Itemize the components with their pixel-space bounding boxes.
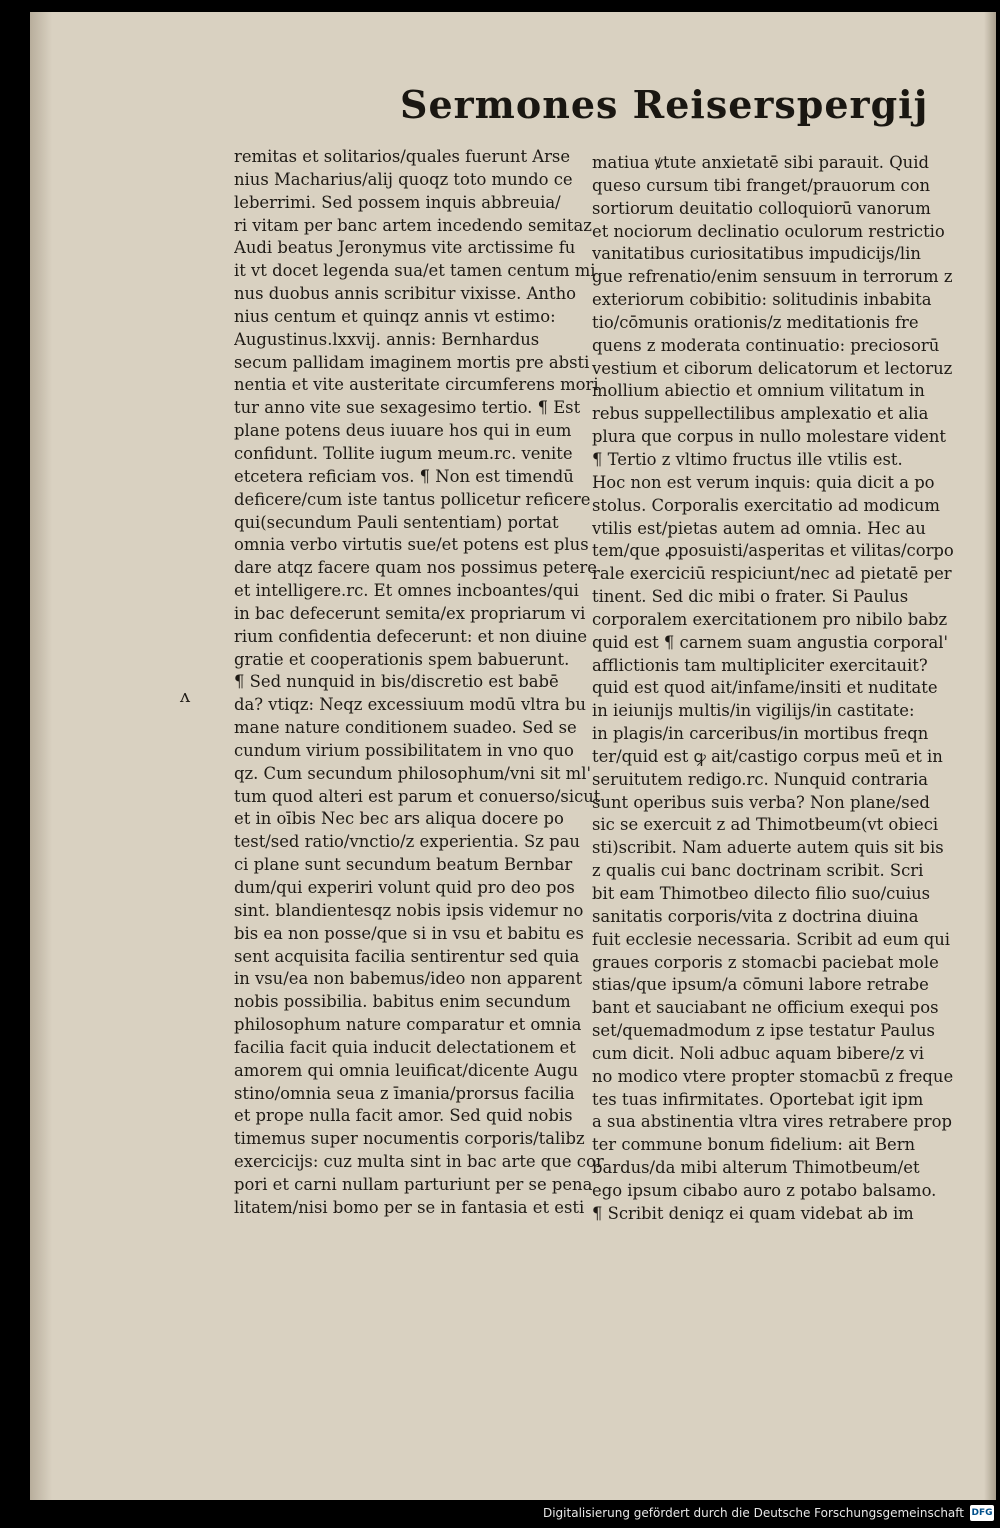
text-line: in plagis/in carceribus/in mortibus freqn [592,724,929,744]
text-line: tio/cōmunis orationis/z meditationis fre [592,312,919,332]
funding-credit: Digitalisierung gefördert durch die Deutsche Forschungsgemeinschaft [542,1506,964,1520]
text-line: stias/que ipsum/a cōmuni labore retrabe [592,975,929,995]
left-text-column [234,146,604,1220]
text-line: gue refrenatio/enim sensuum in terrorum z [592,267,953,287]
text-line: da? vtiqz: Neqz excessiuum modū vltra bu [234,695,586,715]
text-line: sent acquisita facilia sentirentur sed quia [234,946,580,966]
text-line: sanitatis corporis/vita z doctrina diuina [592,906,919,926]
text-line: Hoc non est verum inquis: quia dicit a po [592,472,935,492]
text-line: litatem/nisi bomo per se in fantasia et esti [234,1197,585,1217]
text-line: ego ipsum cibabo auro z potabo balsamo. [592,1180,937,1200]
text-line: quid est ¶ carnem suam angustia corporal' [592,632,949,652]
text-line: nius Macharius/alij quoqz toto mundo ce [234,169,573,189]
text-line: deficere/cum iste tantus pollicetur reficere [234,489,591,509]
dfg-logo-icon[interactable]: DFG [970,1505,994,1521]
text-line: amorem qui omnia leuificat/dicente Augu [234,1060,579,1080]
text-line: tinent. Sed dic mibi o frater. Si Paulus [592,587,909,607]
text-line: qui(secundum Pauli sententiam) portat [234,512,559,532]
text-line: ci plane sunt secundum beatum Bernbar [234,855,573,875]
running-head: Sermones Reiserspergij [400,82,929,127]
text-line: tur anno vite sue sexagesimo tertio. ¶ Est [234,398,581,418]
text-line: fuit ecclesie necessaria. Scribit ad eum qui [592,929,951,949]
digitization-footer [0,1500,1000,1528]
text-line: sint. blandientesqz nobis ipsis videmur no [234,900,584,920]
text-line: leberrimi. Sed possem inquis abbreuia/ [234,192,561,212]
text-line: timemus super nocumentis corporis/talibz [234,1129,585,1149]
text-line: confidunt. Tollite iugum meum.rc. venite [234,443,573,463]
text-line: et in oībis Nec bec ars aliqua docere po [234,809,564,829]
text-line: sti)scribit. Nam aduerte autem quis sit bis [592,838,944,858]
text-line: vanitatibus curiositatibus impudicijs/lin [592,244,921,264]
text-line: ter commune bonum fidelium: ait Bern [592,1135,916,1155]
text-line: remitas et solitarios/quales fuerunt Arse [234,147,571,166]
text-line: graues corporis z stomacbi paciebat mole [592,952,939,972]
text-line: ri vitam per banc artem incedendo semitaz [234,215,592,235]
text-line: nentia et vite austeritate circumferens mori [234,375,599,395]
text-line: plura que corpus in nullo molestare vident [592,427,947,447]
text-line: nus duobus annis scribitur vixisse. Antho [234,284,576,304]
text-line: philosophum nature comparatur et omnia [234,1015,582,1035]
text-line: rium confidentia defecerunt: et non diuine [234,626,588,646]
text-line: queso cursum tibi franget/prauorum con [592,175,931,195]
text-line: exteriorum cobibitio: solitudinis inbabita [592,290,932,310]
book-page [30,12,996,1500]
text-line: nobis possibilia. babitus enim secundum [234,992,571,1012]
text-line: a sua abstinentia vltra vires retrabere prop [592,1112,952,1132]
text-line: etcetera reficiam vos. ¶ Non est timendū [234,466,574,486]
text-line: set/quemadmodum z ipse testatur Paulus [592,1021,935,1041]
text-line: it vt docet legenda sua/et tamen centum mi [234,261,596,281]
text-line: in ieiunijs multis/in vigilijs/in castitate: [592,701,915,721]
text-line: plane potens deus iuuare hos qui in eum [234,421,572,441]
text-line: dum/qui experiri volunt quid pro deo pos [234,878,575,897]
text-line: cundum virium possibilitatem in vno quo [234,740,574,760]
text-line: bit eam Thimotbeo dilecto filio suo/cuius [592,884,931,903]
text-line: stolus. Corporalis exercitatio ad modicum [592,495,940,515]
text-line: vestium et ciborum delicatorum et lectoruz [592,358,953,378]
text-line: ¶ Tertio z vltimo fructus ille vtilis est. [592,449,903,469]
text-line: rebus suppellectilibus amplexatio et alia [592,404,929,424]
text-line: ¶ Scribit deniqz ei quam videbat ab im [592,1203,914,1223]
text-line: omnia verbo virtutis sue/et potens est plus [234,535,589,555]
text-line: tum quod alteri est parum et conuerso/sicut [234,786,601,806]
text-line: sic se exercuit z ad Thimotbeum(vt obieci [592,815,939,835]
text-line: et prope nulla facit amor. Sed quid nobis [234,1106,573,1126]
text-line: et intelligere.rc. Et omnes incboantes/qui [234,581,579,601]
text-line: exercicijs: cuz multa sint in bac arte que cor [234,1152,604,1172]
text-line: cum dicit. Noli adbuc aquam bibere/z vi [592,1043,924,1063]
text-line: qz. Cum secundum philosophum/vni sit ml' [234,763,591,783]
text-line: no modico vtere propter stomacbū z freque [592,1066,954,1086]
text-line: vtilis est/pietas autem ad omnia. Hec au [592,518,926,538]
text-line: test/sed ratio/vnctio/z experientia. Sz pau [234,832,580,852]
text-line: in vsu/ea non babemus/ideo non apparent [234,969,583,989]
text-line: nius centum et quinqz annis vt estimo: [234,306,556,326]
text-line: corporalem exercitationem pro nibilo babz [592,609,948,629]
text-line: et nociorum declinatio oculorum restrictio [592,221,945,241]
text-line: matiua ꝟtute anxietatē sibi parauit. Quid [592,153,929,172]
text-line: bis ea non posse/que si in vsu et babitu es [234,923,584,943]
text-line: gratie et cooperationis spem babuerunt. [234,649,570,669]
text-line: rale exerciciū respiciunt/nec ad pietatē per [592,564,952,584]
margin-mark: ʌ [180,686,191,707]
text-line: Audi beatus Jeronymus vite arctissime fu [234,238,576,258]
page-edge-shadow [984,12,996,1500]
text-line: Augustinus.lxxvij. annis: Bernhardus [234,329,540,349]
page-gutter-shadow [30,12,52,1500]
text-line: seruitutem redigo.rc. Nunquid contraria [592,769,929,789]
text-line: quens z moderata continuatio: preciosorū [592,335,940,355]
right-text-column [592,152,980,1226]
text-line: secum pallidam imaginem mortis pre absti [234,352,590,372]
text-line: facilia facit quia inducit delectationem et [234,1037,576,1057]
text-line: bardus/da mibi alterum Thimotbeum/et [592,1158,920,1178]
text-line: tes tuas infirmitates. Oportebat igit ipm [592,1089,924,1109]
text-line: quid est quod ait/infame/insiti et nuditate [592,678,938,698]
text-line: dare atqz facere quam nos possimus petere [234,558,597,578]
text-line: bant et sauciabant ne officium exequi pos [592,998,939,1018]
text-line: in bac defecerunt semita/ex propriarum vi [234,603,586,623]
text-line: mollium abiectio et omnium vilitatum in [592,381,925,401]
text-line: ¶ Sed nunquid in bis/discretio est babē [234,672,559,692]
text-line: ter/quid est ꝙ ait/castigo corpus meū et in [592,746,943,766]
text-line: afflictionis tam multipliciter exercitauit? [592,655,928,675]
text-line: sortiorum deuitatio colloquiorū vanorum [592,198,931,218]
text-line: tem/que ꝓposuisti/asperitas et vilitas/corpo [592,541,954,561]
text-line: sunt operibus suis verba? Non plane/sed [592,792,930,812]
text-line: mane nature conditionem suadeo. Sed se [234,718,577,738]
text-line: z qualis cui banc doctrinam scribit. Scri [592,861,924,881]
text-line: stino/omnia seua z īmania/prorsus facilia [234,1083,575,1103]
text-line: pori et carni nullam parturiunt per se pena [234,1174,593,1194]
